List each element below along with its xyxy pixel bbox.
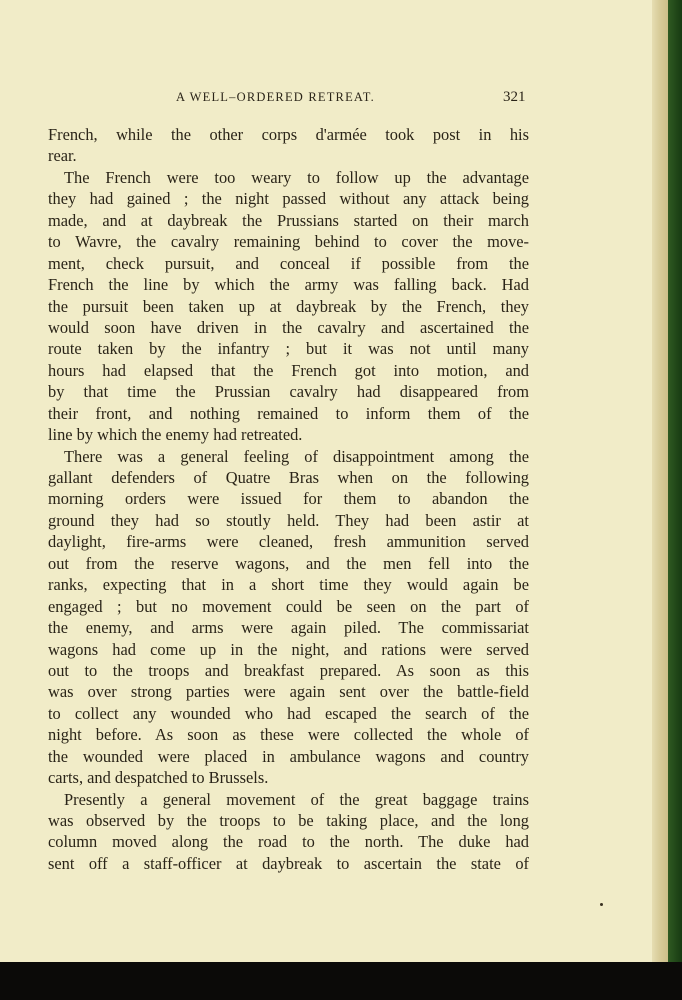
text-line: out from the reserve wagons, and the men fell into the bbox=[48, 553, 529, 573]
text-line: to collect any wounded who had escaped the search of the bbox=[48, 703, 529, 723]
text-line: their front, and nothing remained to inform them of the bbox=[48, 403, 529, 423]
page-number: 321 bbox=[503, 89, 526, 105]
text-line: made, and at daybreak the Prussians started on their march bbox=[48, 210, 529, 230]
text-line: to Wavre, the cavalry remaining behind to cover the move- bbox=[48, 232, 529, 252]
text-line: daylight, fire-arms were cleaned, fresh ammunition served bbox=[48, 532, 529, 552]
text-line: out to the troops and breakfast prepared. As soon as this bbox=[48, 660, 529, 680]
text-line: hours had elapsed that the French got into motion, and bbox=[48, 360, 529, 380]
text-line: carts, and despatched to Brussels. bbox=[48, 768, 269, 788]
text-line: column moved along the road to the north. The duke had bbox=[48, 832, 529, 852]
text-line: line by which the enemy had retreated. bbox=[48, 425, 303, 445]
text-line: was over strong parties were again sent over the battle-field bbox=[48, 682, 529, 702]
text-line: they had gained ; the night passed without any attack being bbox=[48, 189, 529, 209]
text-line: ground they had so stoutly held. They had been astir at bbox=[48, 510, 529, 530]
text-line: The French were too weary to follow up the advantage bbox=[64, 167, 529, 187]
text-line: engaged ; but no movement could be seen on the part of bbox=[48, 596, 529, 616]
text-line: French, while the other corps d'armée took post in his bbox=[48, 125, 529, 144]
text-line: French the line by which the army was falling back. Had bbox=[48, 275, 529, 295]
text-line: night before. As soon as these were collected the whole of bbox=[48, 725, 529, 745]
text-line: would soon have driven in the cavalry and ascertained the bbox=[48, 317, 529, 337]
text-line: ranks, expecting that in a short time they would again be bbox=[48, 575, 529, 595]
text-line: by that time the Prussian cavalry had disappeared from bbox=[48, 382, 529, 402]
text-line: the enemy, and arms were again piled. The commissariat bbox=[48, 618, 529, 638]
text-line: Presently a general movement of the great baggage trains bbox=[64, 789, 529, 809]
text-line: the pursuit been taken up at daybreak by the French, they bbox=[48, 296, 529, 316]
body-text bbox=[48, 124, 529, 874]
cover-edge bbox=[668, 0, 682, 1000]
text-line: was observed by the troops to be taking place, and the long bbox=[48, 811, 529, 830]
text-line: sent off a staff-officer at daybreak to ascertain the state of bbox=[48, 853, 529, 873]
text-line: There was a general feeling of disappointment among the bbox=[64, 446, 529, 466]
text-line: the wounded were placed in ambulance wagons and country bbox=[48, 746, 529, 766]
text-line: morning orders were issued for them to abandon the bbox=[48, 489, 529, 509]
text-line: gallant defenders of Quatre Bras when on the following bbox=[48, 468, 529, 487]
text-line: rear. bbox=[48, 146, 77, 166]
text-line: wagons had come up in the night, and rations were served bbox=[48, 639, 529, 659]
text-line: ment, check pursuit, and conceal if possible from the bbox=[48, 253, 529, 273]
running-head: A WELL–ORDERED RETREAT. bbox=[176, 90, 375, 104]
text-line: route taken by the infantry ; but it was not until many bbox=[48, 339, 529, 359]
paper-speck bbox=[600, 903, 603, 906]
bottom-shadow bbox=[0, 962, 682, 1000]
